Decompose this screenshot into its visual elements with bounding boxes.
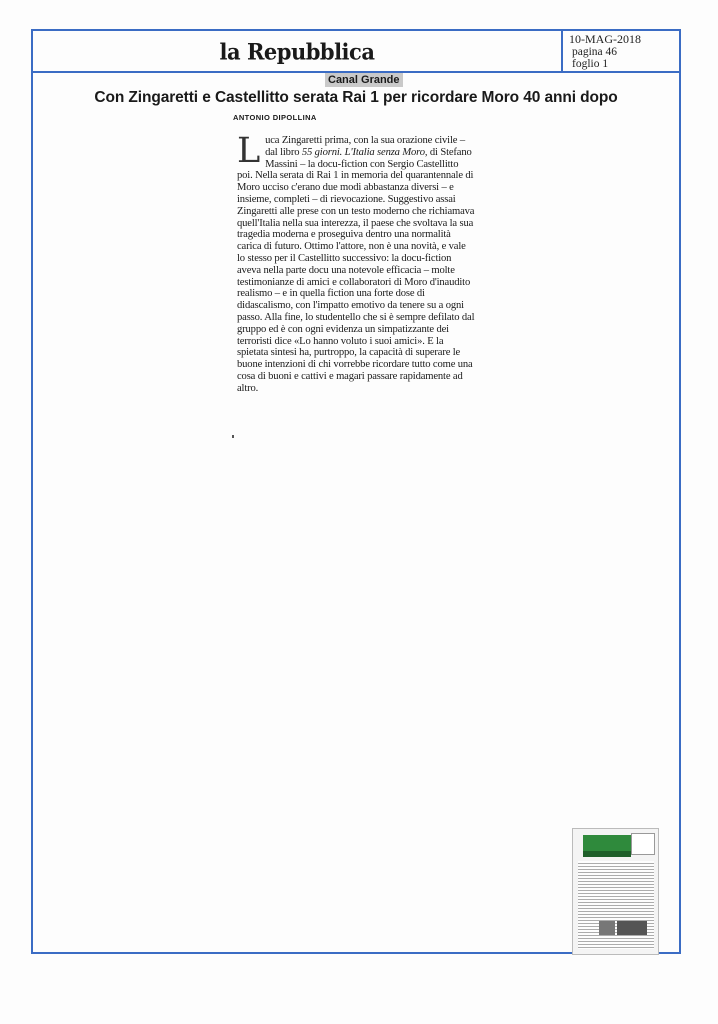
thumbnail-box [631,833,655,855]
clipping-page: pagina 46 [572,45,618,58]
clipping-frame [31,29,681,954]
thumbnail-photo [617,921,647,935]
section-kicker: Canal Grande [325,73,403,87]
article-byline: ANTONIO DIPOLLINA [233,113,317,122]
thumbnail-dark-band [583,851,631,857]
clipping-date: 10-MAG-2018 [569,32,641,46]
print-speck [232,435,234,438]
article-headline: Con Zingaretti e Castellitto serata Rai 1 per ricordare Moro 40 anni dopo [94,89,618,106]
thumbnail-green-band [583,835,631,851]
page-thumbnail [572,828,659,955]
thumbnail-text-lines [578,861,654,949]
clipping-sheet: foglio 1 [572,58,609,70]
body-text-start: uca Zingaretti prima, con la sua orazione civile – dal libro [265,135,465,158]
clipping-header [33,31,679,73]
body-text-rest: , di Stefano Massini – la docu-fiction con Sergio Castellitto poi. Nella serata di Rai 1 in memoria del quarantennale di Moro ucciso c'erano due modi abbastanza diversi – e insieme, completi – di rievocazione. Suggestivo assai Zingaretti alle prese con un testo moderno che richiamava quell'Italia nella sua interezza, il paese che svoltava la sua tragedia moderna e proseguiva dentro una normalità carica di futuro. Ottimo l'attore, non è una novità, e vale lo stesso per il Castellitto successivo: la docu-fiction aveva nella parte docu una notevole efficacia – molte testimonianze di amici e collaboratori di Moro d'inaudito realismo – e in quella fiction una forte dose di didascalismo, con l'impatto emotivo da tenere su a ogni passo. Alla fine, lo studentello che si è sempre defilato dal gruppo ed è con ogni evidenza un simpatizzante dei terroristi dice «Lo hanno voluto i suoi amici». E la spietata sintesi ha, purtroppo, la capacità di superare le buone intenzioni di chi vorrebbe ricordare tutto come una cosa di buoni e cattivi e magari passare rapidamente ad altro. [237,146,475,394]
thumbnail-photo [599,921,615,935]
newspaper-name: la Repubblica [219,37,375,65]
article-paragraph [237,131,475,395]
drop-cap: L [237,131,261,171]
article-body [237,131,475,395]
book-title: 55 giorni. L'Italia senza Moro [301,146,425,158]
newspaper-masthead [33,31,563,71]
clipping-info [569,33,674,71]
